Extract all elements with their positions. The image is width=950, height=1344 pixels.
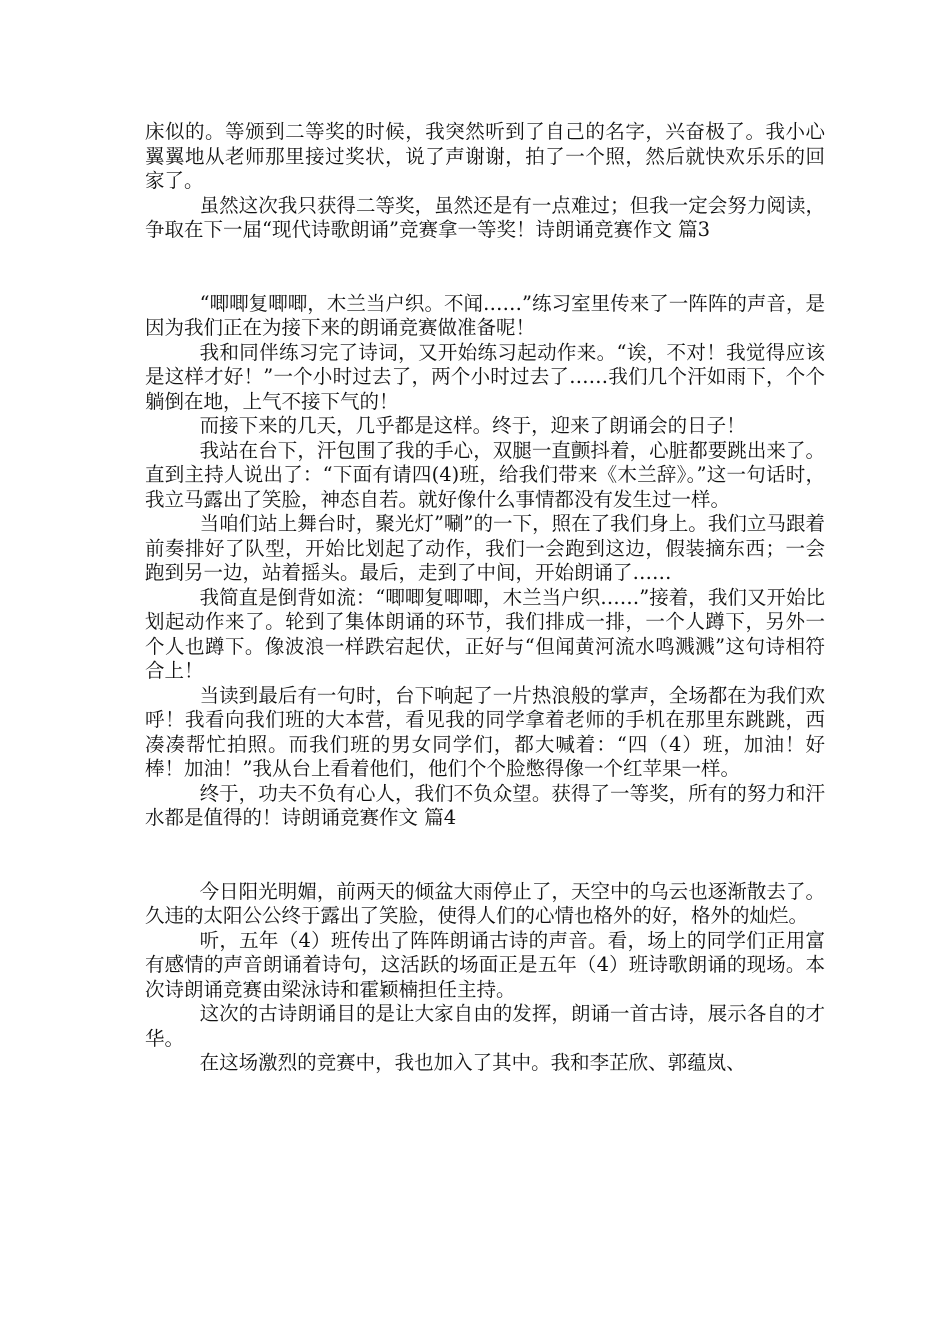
paragraph: 这次的古诗朗诵目的是让大家自由的发挥，朗诵一首古诗，展示各自的才华。 (145, 1002, 825, 1050)
paragraph: 虽然这次我只获得二等奖，虽然还是有一点难过；但我一定会努力阅读，争取在下一届“现代诗歌朗诵”竞赛拿一等奖！诗朗诵竞赛作文 篇3 (145, 193, 825, 241)
paragraph: “唧唧复唧唧，木兰当户织。不闻……”练习室里传来了一阵阵的声音，是因为我们正在为接下来的朗诵竞赛做准备呢！ (145, 291, 825, 339)
section-gap (145, 243, 825, 292)
paragraph: 在这场激烈的竞赛中，我也加入了其中。我和李芷欣、郭蕴岚、 (199, 1051, 746, 1074)
paragraph: 我站在台下，汗包围了我的手心，双腿一直颤抖着，心脏都要跳出来了。直到主持人说出了：“下面有请四(4)班，给我们带来《木兰辞》。”这一句话时，我立马露出了笑脸，神态自若。就好像什么事情都没有发生过一样。 (145, 438, 825, 511)
paragraph: 当读到最后有一句时，台下响起了一片热浪般的掌声，全场都在为我们欢呼！我看向我们班的大本营，看见我的同学拿着老师的手机在那里东跳跳，西凑凑帮忙拍照。而我们班的男女同学们，都大喊着：“四（4）班，加油！好棒！加油！”我从台上看着他们，他们个个脸憋得像一个红苹果一样。 (145, 683, 825, 780)
paragraph-continued: 床似的。等颁到二等奖的时候，我突然听到了自己的名字，兴奋极了。我小心翼翼地从老师那里接过奖状，说了声谢谢，拍了一个照，然后就快欢乐乐的回家了。 (145, 120, 825, 192)
paragraph: 当咱们站上舞台时，聚光灯”唰”的一下，照在了我们身上。我们立马跟着前奏排好了队型，开始比划起了动作，我们一会跑到这边，假装摘东西；一会跑到另一边，站着摇头。最后，走到了中间，开始朗诵了…… (145, 512, 825, 584)
paragraph: 今日阳光明媚，前两天的倾盆大雨停止了，天空中的乌云也逐渐散去了。久违的太阳公公终于露出了笑脸，使得人们的心情也格外的好，格外的灿烂。 (145, 879, 825, 927)
section-gap (145, 831, 825, 880)
paragraph: 听，五年（4）班传出了阵阵朗诵古诗的声音。看，场上的同学们正用富有感情的声音朗诵着诗句，这活跃的场面正是五年（4）班诗歌朗诵的现场。本次诗朗诵竞赛由梁泳诗和霍颖楠担任主持。 (145, 928, 825, 1001)
paragraph: 终于，功夫不负有心人，我们不负众望。获得了一等奖，所有的努力和汗水都是值得的！诗朗诵竞赛作文 篇4 (145, 781, 825, 829)
document-page (145, 120, 825, 1076)
paragraph: 而接下来的几天，几乎都是这样。终于，迎来了朗诵会的日子！ (199, 414, 746, 437)
paragraph: 我和同伴练习完了诗词，又开始练习起动作来。“诶，不对！我觉得应该是这样才好！”一个小时过去了，两个小时过去了……我们几个汗如雨下，个个躺倒在地，上气不接下气的！ (145, 340, 825, 413)
paragraph: 我简直是倒背如流：“唧唧复唧唧，木兰当户织……”接着，我们又开始比划起动作来了。轮到了集体朗诵的环节，我们排成一排，一个人蹲下，另外一个人也蹲下。像波浪一样跌宕起伏，正好与“但闻黄河流水鸣溅溅”这句诗相符合上！ (145, 585, 825, 682)
